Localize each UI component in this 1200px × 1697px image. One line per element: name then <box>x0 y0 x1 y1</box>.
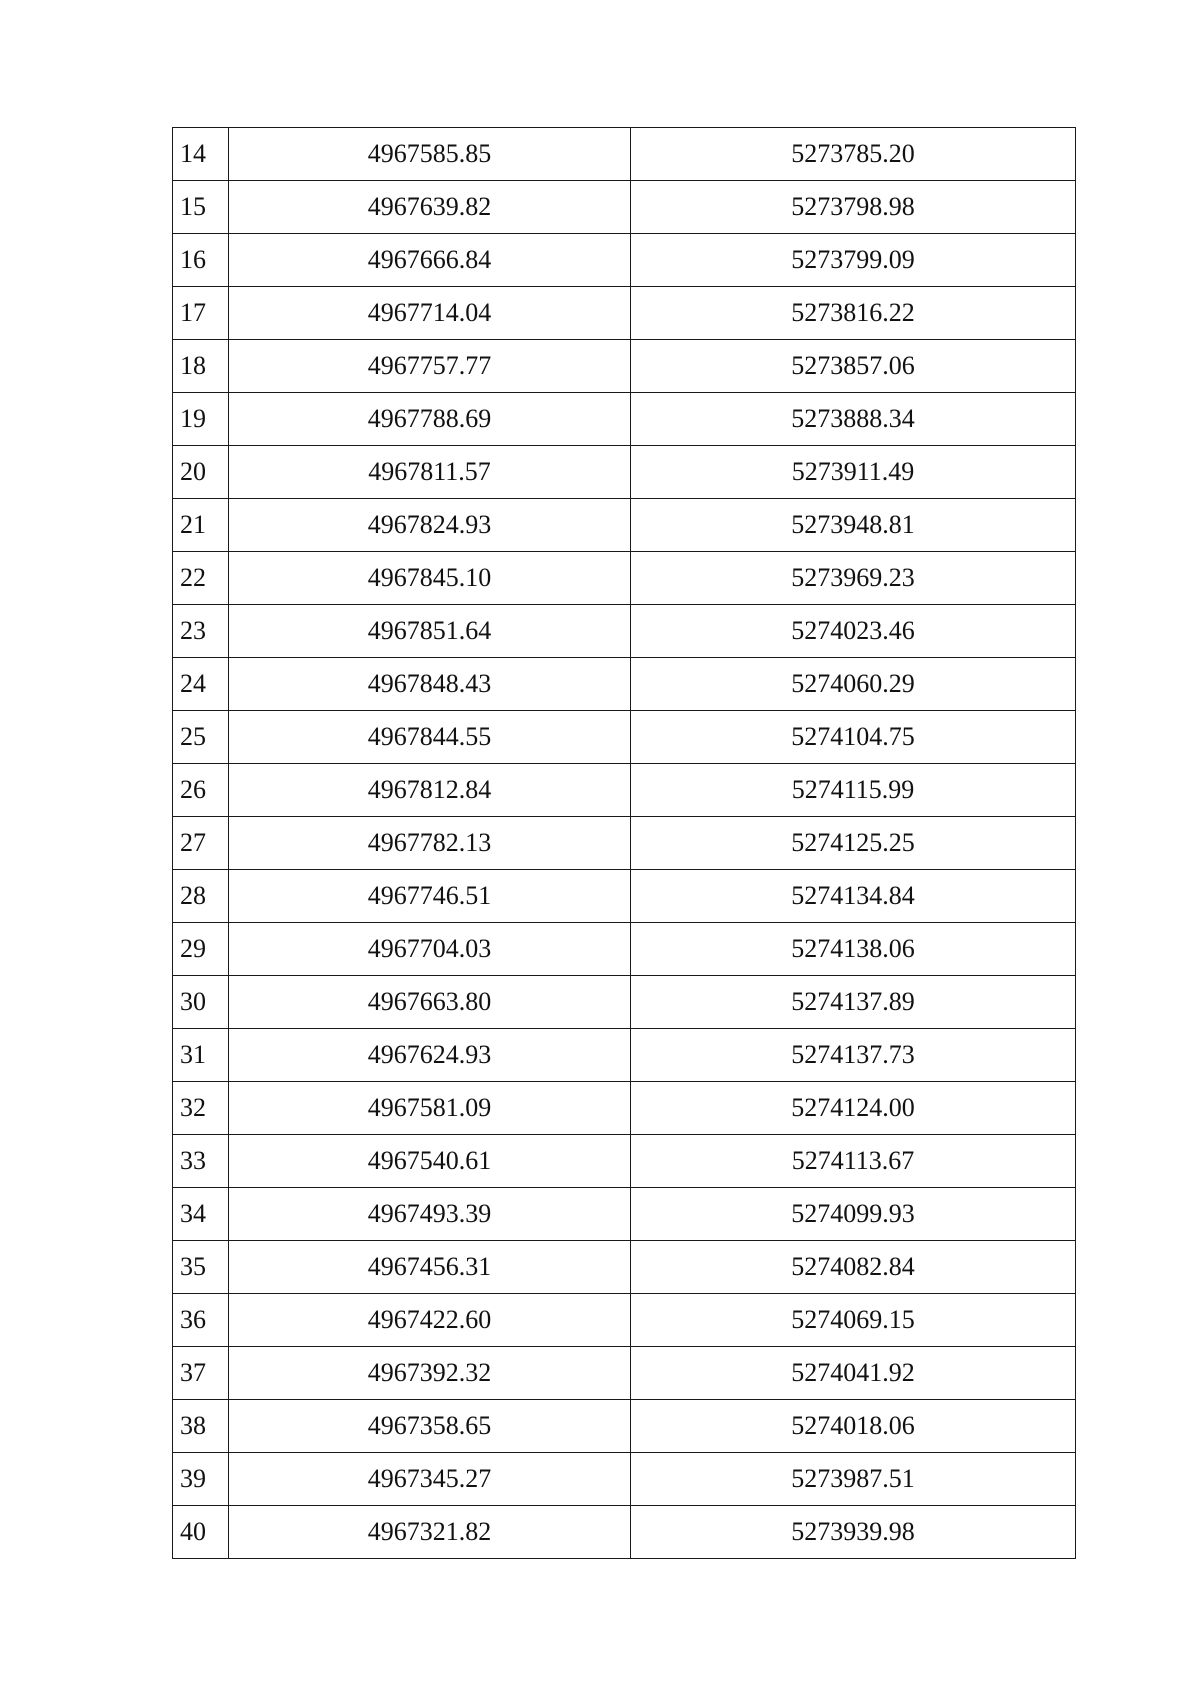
x-coordinate-cell: 4967811.57 <box>229 446 631 499</box>
table-row <box>173 923 1076 976</box>
coordinates-table <box>172 127 1076 1559</box>
y-coordinate-cell: 5274113.67 <box>631 1135 1076 1188</box>
table-row <box>173 234 1076 287</box>
y-coordinate-cell: 5274069.15 <box>631 1294 1076 1347</box>
x-coordinate-cell: 4967704.03 <box>229 923 631 976</box>
x-coordinate-cell: 4967624.93 <box>229 1029 631 1082</box>
table-row <box>173 128 1076 181</box>
y-coordinate-cell: 5274137.73 <box>631 1029 1076 1082</box>
point-number-cell: 19 <box>173 393 229 446</box>
x-coordinate-cell: 4967321.82 <box>229 1506 631 1559</box>
x-coordinate-cell: 4967844.55 <box>229 711 631 764</box>
table-row <box>173 1294 1076 1347</box>
table-row <box>173 1347 1076 1400</box>
point-number-cell: 16 <box>173 234 229 287</box>
point-number-cell: 39 <box>173 1453 229 1506</box>
y-coordinate-cell: 5273816.22 <box>631 287 1076 340</box>
y-coordinate-cell: 5273799.09 <box>631 234 1076 287</box>
point-number-cell: 29 <box>173 923 229 976</box>
table-row <box>173 446 1076 499</box>
y-coordinate-cell: 5273785.20 <box>631 128 1076 181</box>
table-row <box>173 287 1076 340</box>
x-coordinate-cell: 4967851.64 <box>229 605 631 658</box>
x-coordinate-cell: 4967345.27 <box>229 1453 631 1506</box>
point-number-cell: 18 <box>173 340 229 393</box>
point-number-cell: 24 <box>173 658 229 711</box>
y-coordinate-cell: 5274041.92 <box>631 1347 1076 1400</box>
x-coordinate-cell: 4967666.84 <box>229 234 631 287</box>
point-number-cell: 40 <box>173 1506 229 1559</box>
x-coordinate-cell: 4967422.60 <box>229 1294 631 1347</box>
point-number-cell: 35 <box>173 1241 229 1294</box>
table-row <box>173 1506 1076 1559</box>
point-number-cell: 27 <box>173 817 229 870</box>
y-coordinate-cell: 5274115.99 <box>631 764 1076 817</box>
x-coordinate-cell: 4967456.31 <box>229 1241 631 1294</box>
point-number-cell: 28 <box>173 870 229 923</box>
point-number-cell: 23 <box>173 605 229 658</box>
x-coordinate-cell: 4967581.09 <box>229 1082 631 1135</box>
table-row <box>173 817 1076 870</box>
point-number-cell: 36 <box>173 1294 229 1347</box>
table-row <box>173 1082 1076 1135</box>
x-coordinate-cell: 4967746.51 <box>229 870 631 923</box>
y-coordinate-cell: 5273888.34 <box>631 393 1076 446</box>
x-coordinate-cell: 4967540.61 <box>229 1135 631 1188</box>
point-number-cell: 26 <box>173 764 229 817</box>
point-number-cell: 31 <box>173 1029 229 1082</box>
y-coordinate-cell: 5274124.00 <box>631 1082 1076 1135</box>
y-coordinate-cell: 5274137.89 <box>631 976 1076 1029</box>
table-row <box>173 393 1076 446</box>
y-coordinate-cell: 5273857.06 <box>631 340 1076 393</box>
point-number-cell: 37 <box>173 1347 229 1400</box>
y-coordinate-cell: 5274134.84 <box>631 870 1076 923</box>
table-row <box>173 1188 1076 1241</box>
table-row <box>173 340 1076 393</box>
table-row <box>173 181 1076 234</box>
table-row <box>173 1029 1076 1082</box>
x-coordinate-cell: 4967358.65 <box>229 1400 631 1453</box>
y-coordinate-cell: 5274099.93 <box>631 1188 1076 1241</box>
table-row <box>173 1241 1076 1294</box>
x-coordinate-cell: 4967639.82 <box>229 181 631 234</box>
point-number-cell: 14 <box>173 128 229 181</box>
point-number-cell: 34 <box>173 1188 229 1241</box>
y-coordinate-cell: 5274023.46 <box>631 605 1076 658</box>
y-coordinate-cell: 5273969.23 <box>631 552 1076 605</box>
y-coordinate-cell: 5273939.98 <box>631 1506 1076 1559</box>
table-row <box>173 499 1076 552</box>
x-coordinate-cell: 4967392.32 <box>229 1347 631 1400</box>
point-number-cell: 20 <box>173 446 229 499</box>
coordinates-table-body <box>173 128 1076 1559</box>
x-coordinate-cell: 4967493.39 <box>229 1188 631 1241</box>
y-coordinate-cell: 5274082.84 <box>631 1241 1076 1294</box>
point-number-cell: 17 <box>173 287 229 340</box>
y-coordinate-cell: 5273987.51 <box>631 1453 1076 1506</box>
table-row <box>173 976 1076 1029</box>
y-coordinate-cell: 5274125.25 <box>631 817 1076 870</box>
point-number-cell: 21 <box>173 499 229 552</box>
table-row <box>173 552 1076 605</box>
y-coordinate-cell: 5273948.81 <box>631 499 1076 552</box>
y-coordinate-cell: 5274018.06 <box>631 1400 1076 1453</box>
point-number-cell: 32 <box>173 1082 229 1135</box>
y-coordinate-cell: 5274060.29 <box>631 658 1076 711</box>
point-number-cell: 15 <box>173 181 229 234</box>
x-coordinate-cell: 4967812.84 <box>229 764 631 817</box>
table-row <box>173 764 1076 817</box>
table-row <box>173 605 1076 658</box>
table-row <box>173 1453 1076 1506</box>
y-coordinate-cell: 5274104.75 <box>631 711 1076 764</box>
point-number-cell: 38 <box>173 1400 229 1453</box>
table-row <box>173 711 1076 764</box>
table-row <box>173 658 1076 711</box>
x-coordinate-cell: 4967845.10 <box>229 552 631 605</box>
table-row <box>173 870 1076 923</box>
point-number-cell: 25 <box>173 711 229 764</box>
y-coordinate-cell: 5274138.06 <box>631 923 1076 976</box>
table-row <box>173 1135 1076 1188</box>
point-number-cell: 33 <box>173 1135 229 1188</box>
x-coordinate-cell: 4967757.77 <box>229 340 631 393</box>
x-coordinate-cell: 4967714.04 <box>229 287 631 340</box>
x-coordinate-cell: 4967663.80 <box>229 976 631 1029</box>
x-coordinate-cell: 4967782.13 <box>229 817 631 870</box>
y-coordinate-cell: 5273798.98 <box>631 181 1076 234</box>
x-coordinate-cell: 4967824.93 <box>229 499 631 552</box>
x-coordinate-cell: 4967585.85 <box>229 128 631 181</box>
table-row <box>173 1400 1076 1453</box>
point-number-cell: 22 <box>173 552 229 605</box>
x-coordinate-cell: 4967788.69 <box>229 393 631 446</box>
y-coordinate-cell: 5273911.49 <box>631 446 1076 499</box>
point-number-cell: 30 <box>173 976 229 1029</box>
x-coordinate-cell: 4967848.43 <box>229 658 631 711</box>
